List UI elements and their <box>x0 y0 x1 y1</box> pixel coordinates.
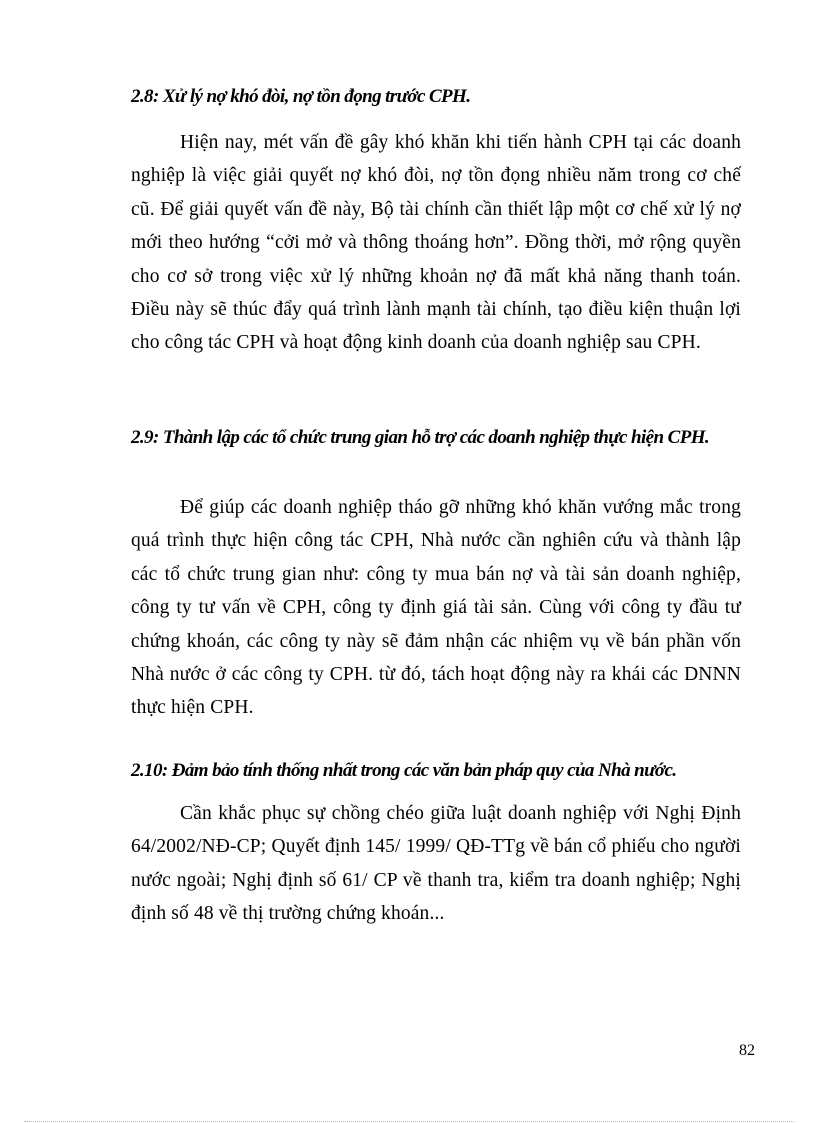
section-heading-2-9: 2.9: Thành lập các tổ chức trung gian hỗ trợ các doanh nghiệp thực hiện CPH. <box>131 427 710 448</box>
section-paragraph-2-10: Cần khắc phục sự chồng chéo giữa luật doanh nghiệp với Nghị Định 64/2002/NĐ-CP; Quyết định 145/ 1999/ QĐ-TTg về bán cổ phiếu cho người nước ngoài; Nghị định số 61/ CP về thanh tra, kiểm tra doanh nghiệp; Nghị định số 48 về thị trường chứng khoán... <box>131 803 741 925</box>
section-paragraph-2-8: Hiện nay, mét vấn đề gây khó khăn khi tiến hành CPH tại các doanh nghiệp là việc giải quyết nợ khó đòi, nợ tồn đọng nhiều năm trong cơ chế cũ. Để giải quyết vấn đề này, Bộ tài chính cần thiết lập một cơ chế xử lý nợ mới theo hướng “cởi mở và thông thoáng hơn”. Đồng thời, mở rộng quyền cho cơ sở trong việc xử lý những khoản nợ đã mất khả năng thanh toán. Điều này sẽ thúc đẩy quá trình lành mạnh tài chính, tạo điều kiện thuận lợi cho công tác CPH và hoạt động kinh doanh của doanh nghiệp sau CPH. <box>131 132 741 354</box>
section-heading-2-8: 2.8: Xử lý nợ khó đòi, nợ tồn đọng trước CPH. <box>131 86 471 107</box>
page-number: 82 <box>739 1042 755 1059</box>
page-bottom-divider <box>24 1121 794 1122</box>
section-heading-2-10: 2.10: Đảm bảo tính thống nhất trong các văn bản pháp quy của Nhà nước. <box>131 760 677 781</box>
section-paragraph-2-9: Để giúp các doanh nghiệp tháo gỡ những khó khăn vướng mắc trong quá trình thực hiện công tác CPH, Nhà nước cần nghiên cứu và thành lập các tổ chức trung gian như: công ty mua bán nợ và tài sản doanh nghiệp, công ty tư vấn về CPH, công ty định giá tài sản. Cùng với công ty đầu tư chứng khoán, các công ty này sẽ đảm nhận các nhiệm vụ về bán phần vốn Nhà nước ở các công ty CPH. từ đó, tách hoạt động này ra khái các DNNN thực hiện CPH. <box>131 497 741 719</box>
